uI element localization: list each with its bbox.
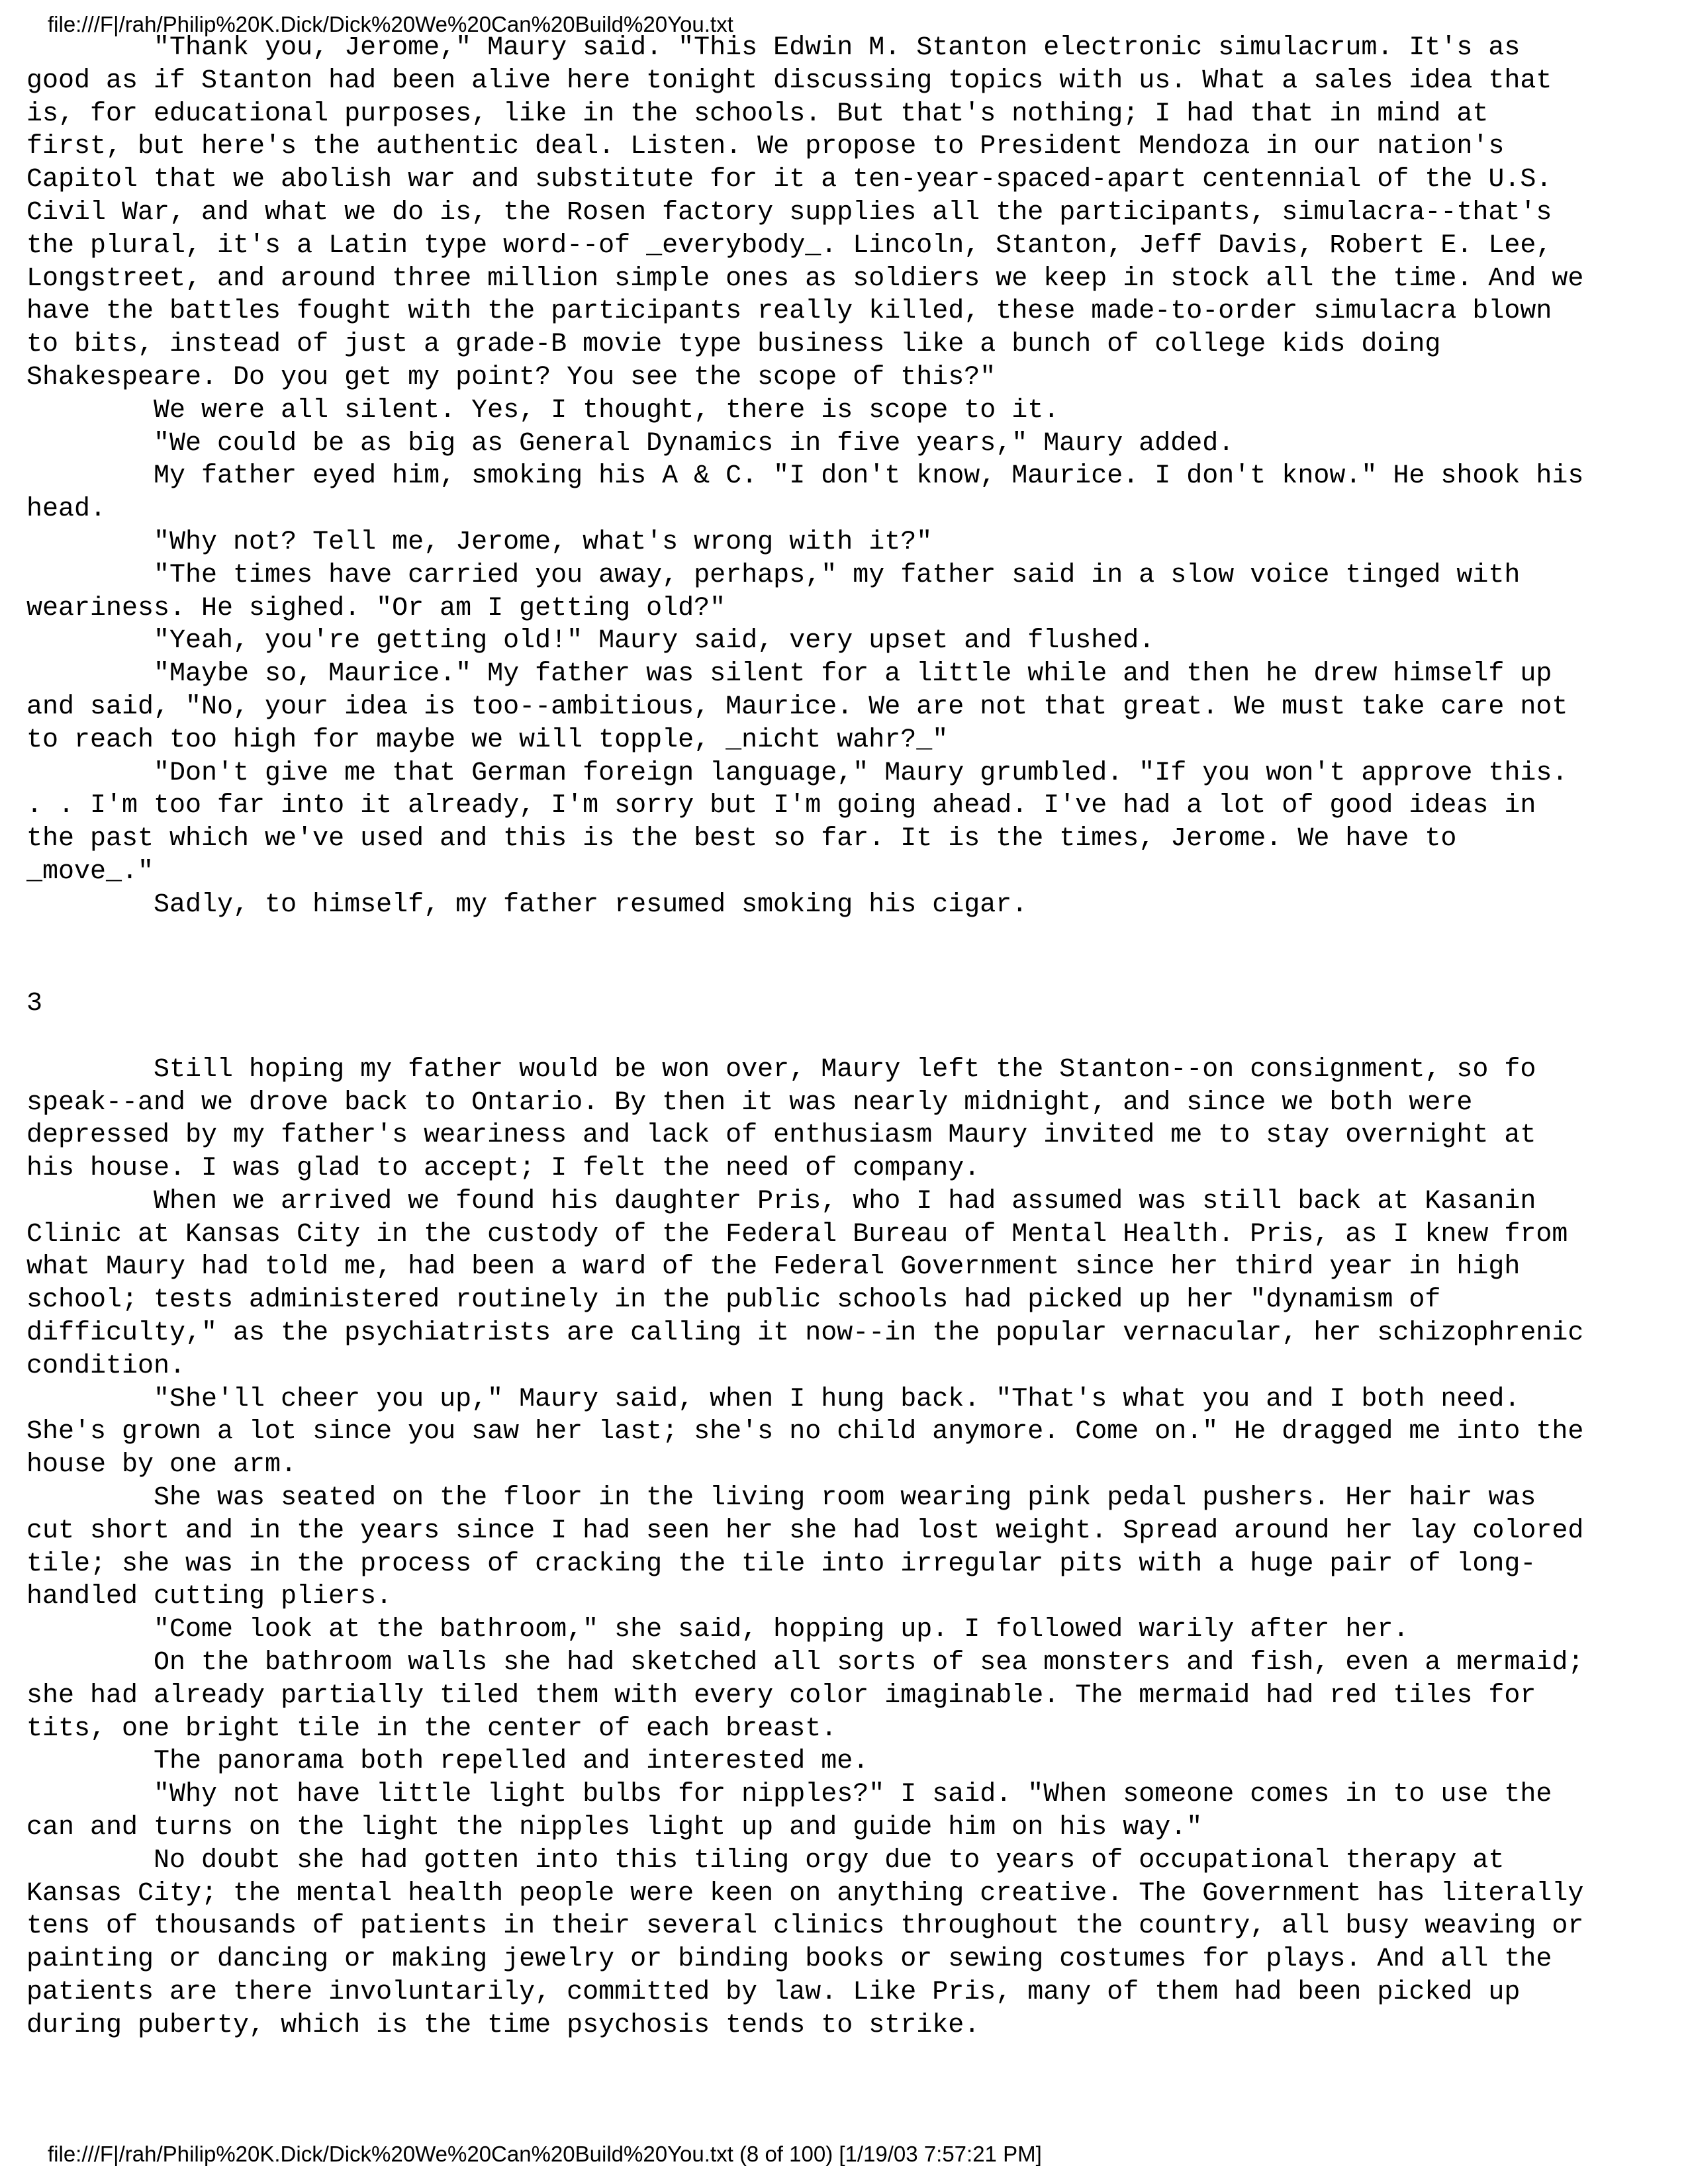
text-line: "Why not? Tell me, Jerome, what's wrong with it?": [26, 527, 933, 557]
text-line: his house. I was glad to accept; I felt the need of company.: [26, 1154, 980, 1184]
text-line: . . I'm too far into it already, I'm sorry but I'm going ahead. I've had a lot of good ideas in: [26, 791, 1536, 821]
text-line: "Why not have little light bulbs for nipples?" I said. "When someone comes in to use the: [26, 1780, 1552, 1810]
text-line: tile; she was in the process of cracking the tile into irregular pits with a huge pair of long-: [26, 1549, 1536, 1579]
text-line: "We could be as big as General Dynamics in five years," Maury added.: [26, 428, 1235, 459]
footer-page-info: (8 of 100): [739, 2142, 833, 2166]
text-line: and said, "No, your idea is too--ambitious, Maurice. We are not that great. We must take care not: [26, 692, 1568, 722]
text-line: My father eyed him, smoking his A & C. "I don't know, Maurice. I don't know." He shook his: [26, 461, 1584, 492]
text-line: _move_.": [26, 856, 154, 887]
footer: [48, 2139, 1042, 2169]
text-line: We were all silent. Yes, I thought, there is scope to it.: [26, 395, 1060, 426]
text-line: can and turns on the light the nipples light up and guide him on his way.": [26, 1813, 1203, 1843]
text-line: good as if Stanton had been alive here tonight discussing topics with us. What a sales idea that: [26, 66, 1552, 96]
header-file-path: file:///F|/rah/Philip%20K.Dick/Dick%20We%20Can%20Build%20You.txt: [48, 12, 733, 36]
text-line: On the bathroom walls she had sketched all sorts of sea monsters and fish, even a mermaid;: [26, 1648, 1584, 1678]
text-line: weariness. He sighed. "Or am I getting old?": [26, 593, 726, 623]
text-line: 3: [26, 989, 43, 1019]
text-line: depressed by my father's weariness and lack of enthusiasm Maury invited me to stay overnight at: [26, 1120, 1536, 1151]
text-line: head.: [26, 494, 107, 525]
text-line: "Thank you, Jerome," Maury said. "This Edwin M. Stanton electronic simulacrum. It's as: [26, 33, 1521, 63]
text-line: "Maybe so, Maurice." My father was silent for a little while and then he drew himself up: [26, 659, 1552, 690]
text-line: Clinic at Kansas City in the custody of the Federal Bureau of Mental Health. Pris, as I knew from: [26, 1219, 1568, 1250]
text-line: speak--and we drove back to Ontario. By then it was nearly midnight, and since we both were: [26, 1087, 1473, 1118]
text-line: have the battles fought with the participants really killed, these made-to-order simulacra blown: [26, 296, 1552, 327]
text-line: house by one arm.: [26, 1450, 297, 1480]
text-line: tens of thousands of patients in their several clinics throughout the country, all busy weaving or: [26, 1911, 1584, 1942]
text-line: Sadly, to himself, my father resumed smoking his cigar.: [26, 889, 1028, 920]
text-line: school; tests administered routinely in the public schools had picked up her "dynamism of: [26, 1285, 1441, 1316]
text-line: the past which we've used and this is the best so far. It is the times, Jerome. We have to: [26, 824, 1457, 854]
text-line: difficulty," as the psychiatrists are calling it now--in the popular vernacular, her schizophrenic: [26, 1318, 1584, 1349]
text-line: tits, one bright tile in the center of each breast.: [26, 1713, 837, 1744]
text-line: She's grown a lot since you saw her last; she's no child anymore. Come on." He dragged me into the: [26, 1417, 1584, 1447]
text-line: to reach too high for maybe we will topple, _nicht wahr?_": [26, 725, 949, 755]
text-line: condition.: [26, 1351, 186, 1381]
text-line: She was seated on the floor in the living room wearing pink pedal pushers. Her hair was: [26, 1483, 1536, 1514]
text-line: cut short and in the years since I had seen her she had lost weight. Spread around her lay colored: [26, 1516, 1584, 1546]
text-line: Capitol that we abolish war and substitute for it a ten-year-spaced-apart centennial of the U.S.: [26, 165, 1552, 195]
text-line: Still hoping my father would be won over, Maury left the Stanton--on consignment, so fo: [26, 1054, 1536, 1085]
text-line: "The times have carried you away, perhaps," my father said in a slow voice tinged with: [26, 560, 1521, 590]
text-line: patients are there involuntarily, committed by law. Like Pris, many of them had been picked up: [26, 1978, 1521, 2008]
text-line: The panorama both repelled and interested me.: [26, 1747, 869, 1777]
footer-file-path: file:///F|/rah/Philip%20K.Dick/Dick%20We%20Can%20Build%20You.txt: [48, 2142, 733, 2166]
text-line: Shakespeare. Do you get my point? You see the scope of this?": [26, 362, 996, 392]
text-line: to bits, instead of just a grade-B movie type business like a bunch of college kids doing: [26, 330, 1441, 360]
footer-timestamp: [1/19/03 7:57:21 PM]: [839, 2142, 1042, 2166]
text-line: painting or dancing or making jewelry or binding books or sewing costumes for plays. And all the: [26, 1944, 1552, 1975]
text-line: what Maury had told me, had been a ward of the Federal Government since her third year in high: [26, 1252, 1521, 1283]
text-line: "Don't give me that German foreign language," Maury grumbled. "If you won't approve this.: [26, 758, 1568, 788]
text-line: [26, 1021, 1668, 1054]
text-line: "She'll cheer you up," Maury said, when I hung back. "That's what you and I both need.: [26, 1384, 1521, 1414]
text-line: first, but here's the authentic deal. Listen. We propose to President Mendoza in our nation's: [26, 132, 1505, 162]
text-line: When we arrived we found his daughter Pris, who I had assumed was still back at Kasanin: [26, 1186, 1536, 1216]
text-line: No doubt she had gotten into this tiling orgy due to years of occupational therapy at: [26, 1845, 1505, 1876]
document-body: [26, 32, 1668, 2042]
text-line: the plural, it's a Latin type word--of _everybody_. Lincoln, Stanton, Jeff Davis, Robert E. Lee,: [26, 230, 1552, 261]
text-line: Longstreet, and around three million simple ones as soldiers we keep in stock all the time. And we: [26, 263, 1584, 294]
text-line: [26, 922, 1668, 955]
text-line: "Yeah, you're getting old!" Maury said, very upset and flushed.: [26, 626, 1155, 657]
text-line: during puberty, which is the time psychosis tends to strike.: [26, 2010, 980, 2040]
text-line: Kansas City; the mental health people were keen on anything creative. The Government has literally: [26, 1878, 1584, 1909]
text-line: is, for educational purposes, like in the schools. But that's nothing; I had that in mind at: [26, 99, 1489, 129]
text-line: Civil War, and what we do is, the Rosen factory supplies all the participants, simulacra--that's: [26, 197, 1552, 228]
text-line: handled cutting pliers.: [26, 1582, 393, 1612]
text-line: "Come look at the bathroom," she said, hopping up. I followed warily after her.: [26, 1615, 1409, 1645]
text-line: [26, 954, 1668, 987]
text-line: she had already partially tiled them with every color imaginable. The mermaid had red tiles for: [26, 1680, 1536, 1711]
